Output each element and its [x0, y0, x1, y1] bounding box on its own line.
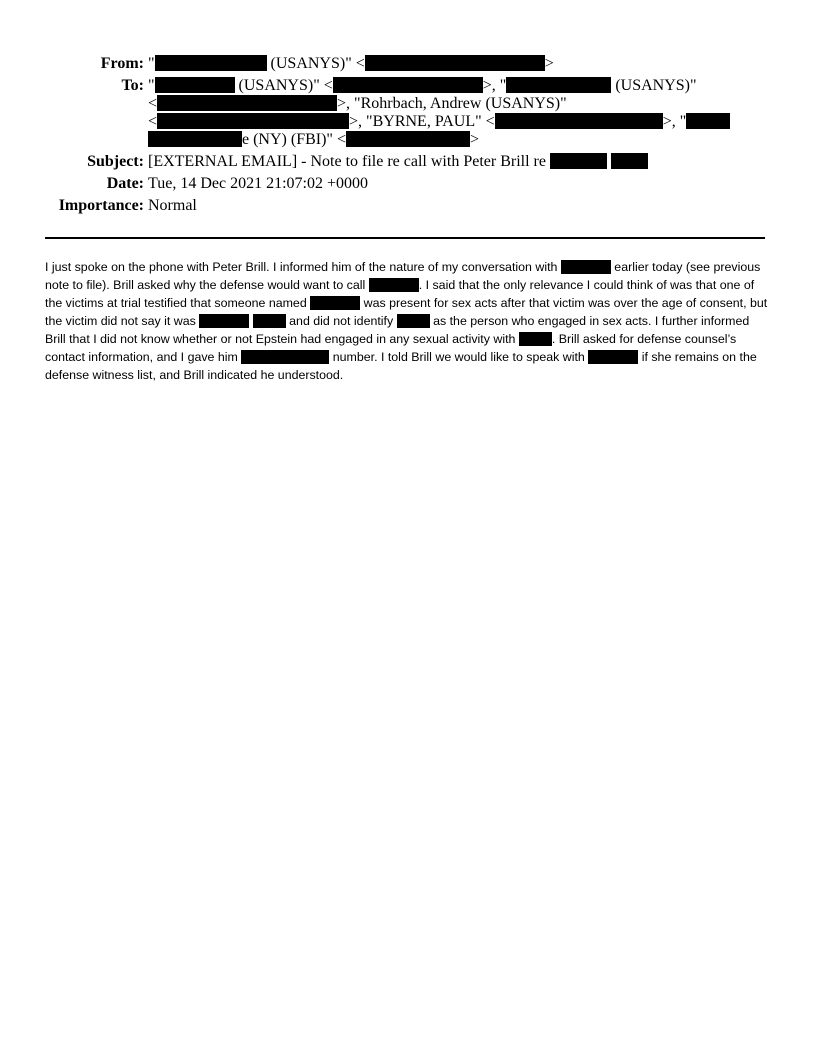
redaction: [241, 350, 329, 364]
redaction: [155, 55, 267, 71]
body-text: . I said that the only relevance I could think of was that one of the victims at trial testified that someone named: [45, 278, 755, 310]
to-text: >, "BYRNE, PAUL" <: [349, 113, 495, 130]
redaction: [253, 314, 286, 328]
to-text: >: [469, 131, 480, 148]
redaction: [611, 153, 648, 169]
to-text: <: [148, 113, 158, 130]
redaction: [148, 131, 242, 147]
subject-label: Subject:: [87, 153, 144, 170]
to-quote: ": [148, 77, 155, 94]
from-end: >: [544, 55, 554, 72]
redaction: [346, 131, 470, 147]
redaction: [199, 314, 249, 328]
redaction: [157, 95, 337, 111]
to-text: (USANYS)" <: [234, 77, 333, 94]
redaction: [333, 77, 483, 93]
redaction: [588, 350, 638, 364]
redaction: [310, 296, 360, 310]
date-label: Date:: [106, 175, 144, 192]
importance-value: Normal: [148, 197, 197, 214]
body-text: number. I told Brill we would like to speak with: [329, 350, 585, 364]
from-text: (USANYS)" <: [266, 55, 365, 72]
redaction: [157, 113, 349, 129]
date-value: Tue, 14 Dec 2021 21:07:02 +0000: [148, 175, 368, 192]
body-text: I just spoke on the phone with Peter Brill. I informed him of the nature of my conversation with: [45, 260, 558, 274]
redaction: [561, 260, 611, 274]
redaction: [550, 153, 607, 169]
email-body: [45, 258, 770, 384]
to-label: To:: [121, 77, 144, 94]
to-text: >, ": [482, 77, 507, 94]
to-text: e (NY) (FBI)" <: [242, 131, 346, 148]
to-text: >, ": [662, 113, 687, 130]
redaction: [686, 113, 730, 129]
to-line-2: [148, 94, 567, 114]
redaction: [155, 77, 235, 93]
body-text: was present for sex acts after that victim was over the age of consent, but the victim did not say it was: [45, 296, 768, 328]
to-line-4: [148, 130, 479, 150]
body-text: as the person who engaged in sex acts. I further informed Brill that I did not know whether or not Epstein had engaged in any sexual activity with: [45, 314, 750, 346]
redaction: [506, 77, 611, 93]
to-text: (USANYS)": [611, 77, 697, 94]
importance-label: Importance:: [58, 197, 144, 214]
body-text: earlier today (see previous note to file). Brill asked why the defense would want to call: [45, 260, 761, 292]
from-value: [148, 54, 554, 74]
redaction: [519, 332, 552, 346]
to-line-1: [148, 76, 697, 96]
redaction: [369, 278, 419, 292]
to-text: <: [148, 95, 158, 112]
body-text: . Brill asked for defense counsel’s contact information, and I gave him: [45, 332, 737, 364]
redaction: [397, 314, 430, 328]
from-quote: ": [148, 55, 155, 72]
redaction: [365, 55, 545, 71]
redaction: [495, 113, 663, 129]
subject-text: [EXTERNAL EMAIL] - Note to file re call with Peter Brill re: [148, 153, 546, 170]
to-line-3: [148, 112, 730, 132]
subject-value: [148, 152, 648, 172]
header-divider: [45, 237, 765, 239]
from-label: From:: [100, 55, 144, 72]
to-text: >, "Rohrbach, Andrew (USANYS)": [337, 95, 567, 112]
body-text: if she remains on the defense witness list, and Brill indicated he understood.: [45, 350, 757, 382]
body-text: and did not identify: [285, 314, 394, 328]
